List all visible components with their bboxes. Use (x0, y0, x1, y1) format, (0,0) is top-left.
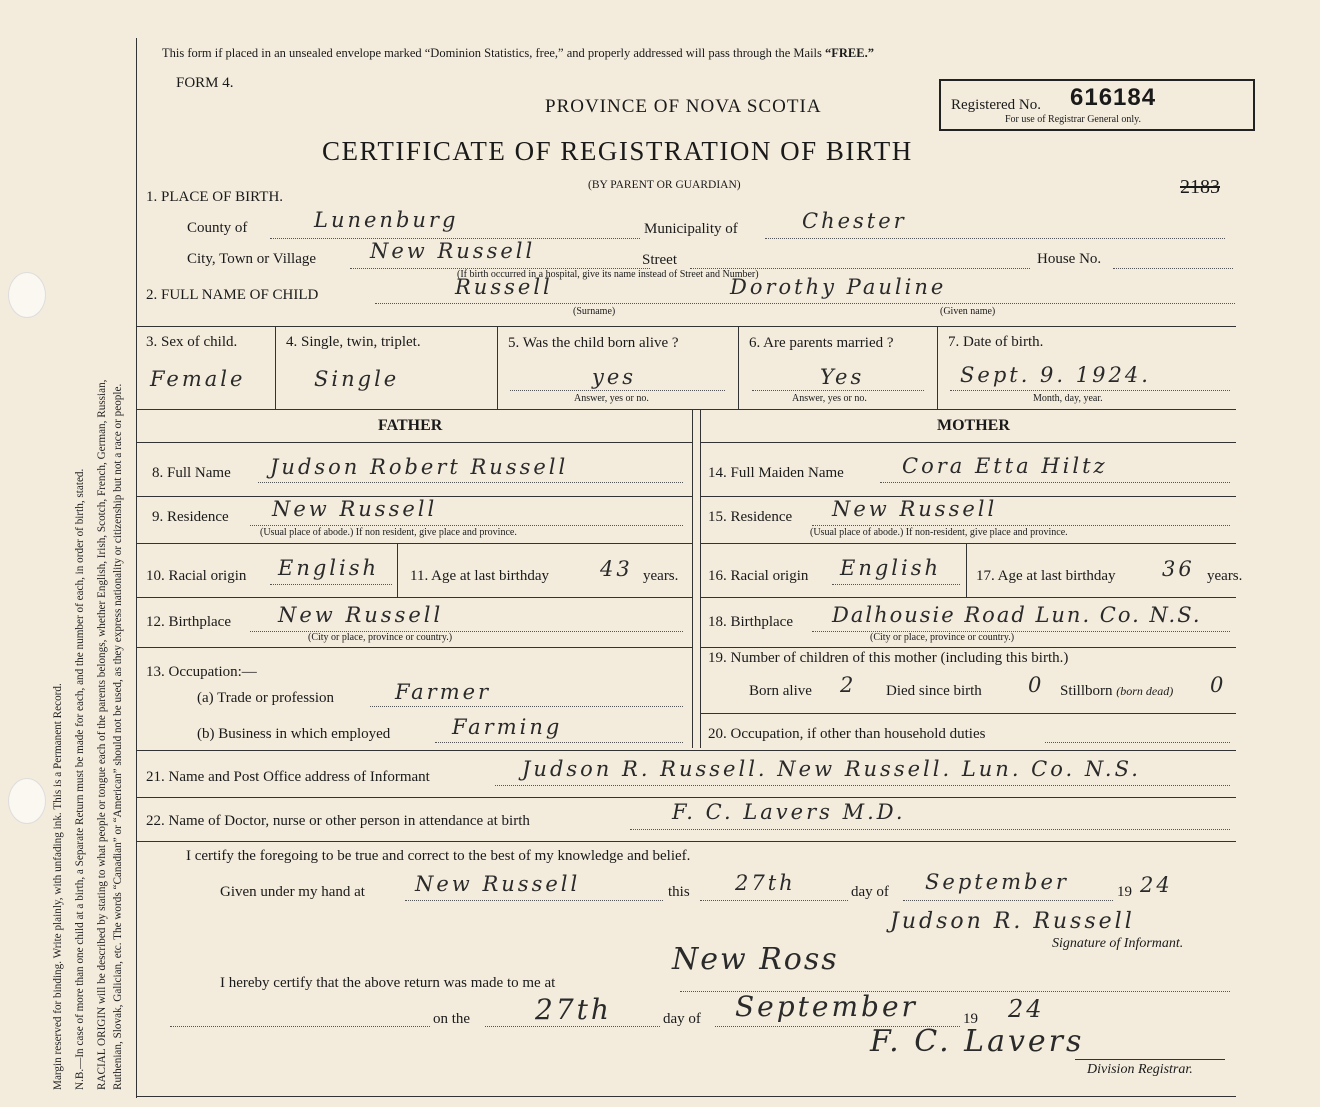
row3-divider (275, 326, 276, 409)
day-line (700, 900, 848, 901)
day-of-label: day of (851, 884, 889, 900)
father-residence-note: (Usual place of abode.) If non resident, give place and province. (260, 527, 517, 538)
county-value: Lunenburg (314, 208, 459, 232)
hospital-note: (If birth occurred in a hospital, give its name instead of Street and Number) (457, 269, 759, 280)
parents-married-label: 6. Are parents married ? (749, 335, 894, 351)
mother-residence-note: (Usual place of abode.) If non-resident, give place and province. (810, 527, 1068, 538)
parents-center-divider (692, 410, 693, 748)
province-heading: PROVINCE OF NOVA SCOTIA (545, 96, 822, 117)
row-rule (136, 647, 692, 648)
father-name-line (258, 482, 683, 483)
plurality-value: Single (314, 367, 400, 391)
row3-bottom-border (136, 409, 1236, 410)
mother-race-line (832, 584, 960, 585)
stillborn-count: 0 (1210, 673, 1227, 697)
date-of-birth-value: Sept. 9. 1924. (960, 363, 1151, 387)
reg-year-value: 24 (1008, 995, 1045, 1023)
father-residence-line (250, 525, 683, 526)
mother-residence-line (812, 525, 1230, 526)
reg-day-value: 27th (535, 993, 612, 1026)
certificate-subtitle: (BY PARENT OR GUARDIAN) (588, 179, 741, 191)
father-birthplace-note: (City or place, province or country.) (308, 632, 453, 643)
stillborn-label-text: Stillborn (1060, 683, 1113, 699)
date-of-birth-line (950, 390, 1230, 391)
mother-name-label: 14. Full Maiden Name (708, 465, 844, 481)
sex-value: Female (150, 367, 246, 391)
trade-label: (a) Trade or profession (197, 690, 335, 706)
row-rule (136, 543, 692, 544)
row-rule (136, 597, 692, 598)
given-place-value: New Russell (415, 872, 581, 896)
age-divider (397, 543, 398, 597)
child-name-line (375, 303, 1235, 304)
year-value: 24 (1140, 873, 1173, 897)
day-value: 27th (735, 871, 796, 895)
on-the-label: on the (433, 1011, 471, 1027)
mother-residence-label: 15. Residence (708, 509, 793, 525)
mother-age-label: 17. Age at last birthday (976, 568, 1116, 584)
registered-number: 616184 (1070, 84, 1157, 111)
certify-statement: I certify the foregoing to be true and correct to the best of my knowledge and belief. (186, 848, 691, 864)
surname-note: (Surname) (573, 306, 616, 317)
died-since-birth-count: 0 (1028, 673, 1045, 697)
mother-race-label: 16. Racial origin (708, 568, 809, 584)
parents-married-line (752, 390, 924, 391)
mother-race-value: English (840, 556, 942, 580)
street-label: Street (642, 252, 677, 268)
father-race-label: 10. Racial origin (146, 568, 247, 584)
mother-years-label: years. (1207, 568, 1243, 584)
month-line (903, 900, 1113, 901)
division-registrar-caption: Division Registrar. (1087, 1062, 1193, 1077)
margin-note-racial-origin: RACIAL ORIGIN will be described by stating to what people or tongue each of the parents belongs, whether English, Irish, Scotch, French, German, Russian, (96, 379, 108, 1090)
doctor-rule (136, 841, 1236, 842)
city-value: New Russell (370, 239, 536, 263)
mother-birthplace-value: Dalhousie Road Lun. Co. N.S. (832, 603, 1202, 627)
child-surname: Russell (455, 275, 553, 299)
born-alive-label: 5. Was the child born alive ? (508, 335, 679, 351)
registrar-statement: I hereby certify that the above return was made to me at (220, 975, 556, 991)
child-name-label: 2. FULL NAME OF CHILD (146, 287, 319, 303)
children-count-label: 19. Number of children of this mother (including this birth.) (708, 650, 1069, 666)
reg-day-of-label: day of (663, 1011, 701, 1027)
registrar-signature-line (1075, 1059, 1225, 1060)
given-name-note: (Given name) (940, 306, 996, 317)
parents-bottom-rule (136, 750, 1236, 751)
father-birthplace-value: New Russell (278, 603, 444, 627)
business-label: (b) Business in which employed (197, 726, 391, 742)
registrar-place-value: New Ross (672, 942, 839, 977)
father-heading: FATHER (378, 417, 443, 434)
born-alive-count-label: Born alive (749, 683, 812, 699)
mother-birthplace-label: 18. Birthplace (708, 614, 793, 630)
mother-residence-value: New Russell (832, 497, 998, 521)
mother-age-value: 36 (1162, 557, 1195, 581)
stillborn-label (1060, 683, 1173, 700)
father-heading-rule (136, 442, 692, 443)
margin-note-binding: Margin reserved for binding. Write plainly, with unfading ink. This is a Permanent Record. (52, 683, 64, 1090)
father-residence-label: 9. Residence (152, 509, 229, 525)
reg-day-line (485, 1026, 660, 1027)
date-of-birth-note: Month, day, year. (1033, 393, 1103, 404)
trade-line (370, 706, 683, 707)
date-of-birth-label: 7. Date of birth. (948, 334, 1044, 350)
row-rule (700, 647, 1236, 648)
father-age-label: 11. Age at last birthday (410, 568, 549, 584)
occupation-label: 13. Occupation:— (146, 664, 257, 680)
registrar-signature: F. C. Lavers (870, 1024, 1085, 1059)
father-name-value: Judson Robert Russell (270, 455, 569, 479)
born-alive-line (510, 390, 725, 391)
form-number: FORM 4. (176, 75, 234, 91)
mother-occupation-label: 20. Occupation, if other than household duties (708, 726, 986, 742)
informant-value: Judson R. Russell. New Russell. Lun. Co. N.S. (522, 757, 1141, 781)
on-the-leading-line (170, 1026, 430, 1027)
plurality-label: 4. Single, twin, triplet. (286, 334, 421, 350)
row-rule (700, 597, 1236, 598)
city-label: City, Town or Village (187, 251, 317, 267)
born-alive-count: 2 (840, 673, 857, 697)
binding-hole (8, 778, 46, 824)
trade-value: Farmer (395, 680, 492, 704)
row3-divider (937, 326, 938, 409)
margin-note-multiple-births: N.B.—In case of more than one child at a birth, a Separate Return must be made for each, and the number of each, in order of birth, stated. (74, 468, 86, 1090)
place-of-birth-label: 1. PLACE OF BIRTH. (146, 189, 284, 205)
reg-month-value: September (735, 990, 918, 1023)
business-value: Farming (452, 715, 563, 739)
age-divider (966, 543, 967, 597)
father-race-value: English (278, 556, 380, 580)
this-label: this (668, 884, 690, 900)
house-line (1113, 268, 1233, 269)
parents-married-value: Yes (820, 365, 865, 389)
mail-notice-text: This form if placed in an unsealed envelope marked “Dominion Statistics, free,” and properly addressed will pass through the Mails (162, 46, 826, 60)
born-alive-note: Answer, yes or no. (574, 393, 649, 404)
row-rule (700, 543, 1236, 544)
house-no-label: House No. (1037, 251, 1102, 267)
father-birthplace-label: 12. Birthplace (146, 614, 231, 630)
mother-name-line (880, 482, 1230, 483)
municipality-value: Chester (802, 209, 907, 233)
row3-divider (497, 326, 498, 409)
father-years-label: years. (643, 568, 679, 584)
county-label: County of (187, 220, 248, 236)
year-prefix: 19 (1117, 884, 1132, 900)
form-left-border (136, 38, 137, 1098)
informant-line (495, 785, 1230, 786)
mail-notice (162, 46, 874, 61)
reg-year-prefix: 19 (963, 1011, 978, 1027)
child-given-name: Dorothy Pauline (730, 275, 947, 299)
mother-heading-rule (700, 442, 1236, 443)
certificate-title: CERTIFICATE OF REGISTRATION OF BIRTH (322, 136, 913, 166)
parents-center-divider-2 (700, 410, 701, 748)
municipality-label: Municipality of (644, 221, 738, 237)
born-alive-value: yes (592, 365, 637, 389)
mother-name-value: Cora Etta Hiltz (902, 454, 1108, 478)
registrar-use-note: For use of Registrar General only. (1005, 114, 1141, 125)
municipality-line (765, 238, 1225, 239)
father-name-label: 8. Full Name (152, 465, 231, 481)
row3-top-border (136, 326, 1236, 327)
informant-rule (136, 797, 1236, 798)
mother-occupation-line (1045, 742, 1230, 743)
informant-signature-caption: Signature of Informant. (1052, 936, 1184, 951)
given-place-line (405, 900, 663, 901)
doctor-line (630, 829, 1230, 830)
doctor-label: 22. Name of Doctor, nurse or other person in attendance at birth (146, 813, 530, 829)
father-residence-value: New Russell (272, 497, 438, 521)
given-under-label: Given under my hand at (220, 884, 365, 900)
margin-note-racial-origin-2: Ruthenian, Slovak, Galician, etc. The words “Canadian” or “American” should not be used, as they express nationality or citizenship but not a race or people. (112, 383, 124, 1090)
died-since-birth-label: Died since birth (886, 683, 982, 699)
binding-hole (8, 272, 46, 318)
registered-no-label: Registered No. (951, 97, 1041, 113)
parents-married-note: Answer, yes or no. (792, 393, 867, 404)
mail-notice-free: “FREE.” (825, 46, 874, 60)
father-race-line (270, 584, 392, 585)
sex-label: 3. Sex of child. (146, 334, 238, 350)
alternate-number: 2183 (1180, 176, 1220, 198)
stillborn-note: (born dead) (1116, 684, 1174, 698)
business-line (435, 742, 683, 743)
form-bottom-border (136, 1096, 1236, 1097)
row-rule (700, 713, 1236, 714)
row3-divider (738, 326, 739, 409)
father-age-value: 43 (600, 557, 633, 581)
informant-label: 21. Name and Post Office address of Informant (146, 769, 430, 785)
month-value: September (925, 870, 1069, 894)
mother-birthplace-note: (City or place, province or country.) (870, 632, 1015, 643)
mother-heading: MOTHER (937, 417, 1010, 434)
doctor-value: F. C. Lavers M.D. (672, 800, 906, 824)
informant-signature: Judson R. Russell (890, 909, 1135, 934)
